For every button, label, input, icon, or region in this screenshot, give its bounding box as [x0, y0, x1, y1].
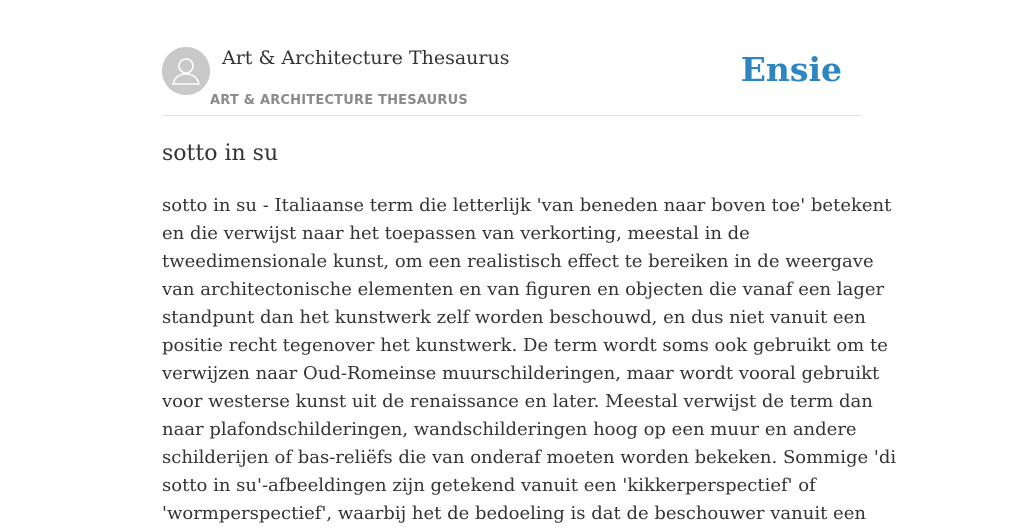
- definition-text: [162, 192, 897, 528]
- definition-line: sotto in su'-afbeeldingen zijn getekend vanuit een 'kikkerperspectief' of: [162, 475, 816, 496]
- definition-line: van architectonische elementen en van figuren en objecten die vanaf een lager: [162, 279, 885, 300]
- page-title: sotto in su: [162, 141, 279, 166]
- ensie-logo[interactable]: Ensie: [740, 50, 842, 89]
- definition-line: en die verwijst naar het toepassen van verkorting, meestal in de: [162, 223, 750, 244]
- header: [162, 0, 862, 116]
- definition-line: 'wormperspectief', waarbij het de bedoeling is dat de beschouwer vanuit een: [162, 503, 866, 524]
- definition-line: standpunt dan het kunstwerk zelf worden beschouwd, en dus niet vanuit een: [162, 307, 866, 328]
- content-container: [162, 0, 897, 524]
- definition-line: voor westerse kunst uit de renaissance en later. Meestal verwijst de term dan: [162, 391, 873, 412]
- source-label[interactable]: ART & ARCHITECTURE THESAURUS: [210, 93, 468, 108]
- user-icon[interactable]: [162, 47, 210, 95]
- author-name-link[interactable]: Art & Architecture Thesaurus: [222, 47, 510, 69]
- definition-line: naar plafondschilderingen, wandschilderingen hoog op een muur en andere: [162, 419, 857, 440]
- definition-line: schilderijen of bas-reliëfs die van onderaf moeten worden bekeken. Sommige 'di: [162, 447, 897, 468]
- definition-line: positie recht tegenover het kunstwerk. De term wordt soms ook gebruikt om te: [162, 335, 888, 356]
- definition-line: sotto in su - Italiaanse term die letterlijk 'van beneden naar boven toe' betekent: [162, 195, 892, 216]
- definition-line: verwijzen naar Oud-Romeinse muurschilderingen, maar wordt vooral gebruikt: [162, 363, 880, 384]
- definition-line: tweedimensionale kunst, om een realistisch effect te bereiken in de weergave: [162, 251, 874, 272]
